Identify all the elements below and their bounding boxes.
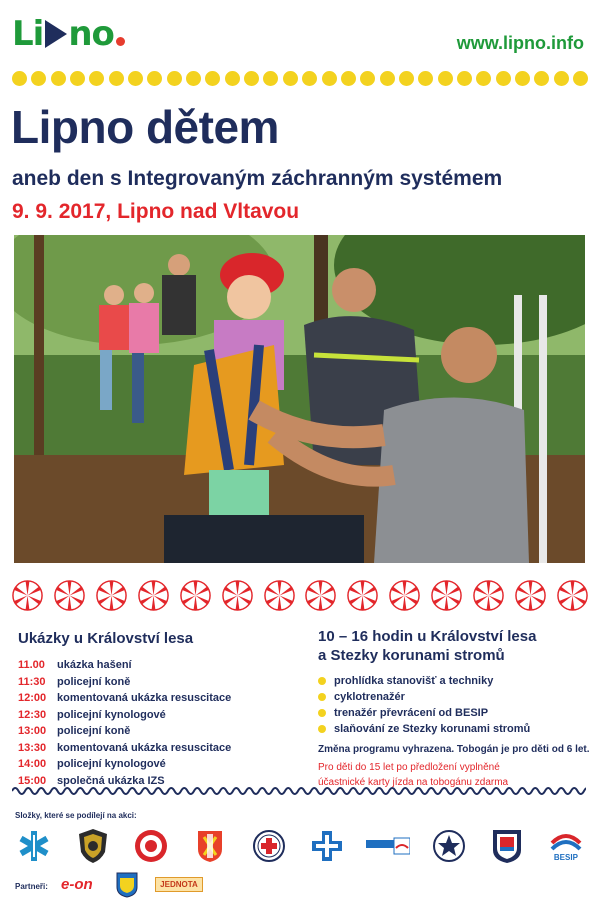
schedule-time: 14:00 bbox=[18, 758, 47, 770]
fan-ornament-icon bbox=[556, 579, 589, 612]
schedule-time: 12:00 bbox=[18, 692, 47, 704]
activities-heading-line2: a Stezky korunami stromů bbox=[318, 647, 505, 664]
jednota-logo: JEDNOTA bbox=[155, 877, 203, 892]
fan-ornament-icon bbox=[388, 579, 421, 612]
eon-logo: e-on bbox=[61, 876, 93, 893]
page-title: Lipno dětem bbox=[11, 101, 279, 153]
schedule-row bbox=[18, 756, 298, 773]
fan-ornament-icon bbox=[304, 579, 337, 612]
schedule-time: 11:30 bbox=[18, 675, 46, 688]
schedule-row bbox=[18, 690, 298, 707]
ambulance-star-of-life-icon bbox=[14, 827, 54, 865]
schedule-row bbox=[18, 707, 298, 724]
schedule-activity: společná ukázka IZS bbox=[57, 774, 165, 787]
units-label: Složky, které se podílejí na akci: bbox=[15, 811, 137, 820]
besip-logo bbox=[546, 827, 586, 865]
demo-schedule bbox=[18, 657, 298, 789]
fan-ornament-icon bbox=[346, 579, 379, 612]
toboggan-note-line1: Pro děti do 15 let po předložení vyplněné bbox=[318, 762, 500, 773]
logo-dot-icon bbox=[116, 37, 125, 46]
schedule-activity: policejní kynologové bbox=[57, 708, 166, 721]
schedule-activity: komentovaná ukázka resuscitace bbox=[57, 741, 232, 754]
schedule-activity: ukázka hašení bbox=[57, 659, 132, 671]
fan-ornament-icon bbox=[263, 579, 296, 612]
schedule-time: 13:30 bbox=[18, 741, 47, 754]
fan-ornament-icon bbox=[514, 579, 547, 612]
activities-heading-line1: 10 – 16 hodin u Království lesa bbox=[318, 628, 537, 645]
toboggan-note-line2: účastnické karty jízda na tobogánu zdarma bbox=[318, 777, 509, 788]
schedule-activity: policejní koně bbox=[57, 725, 131, 737]
fan-ornament-icon bbox=[137, 579, 170, 612]
fan-ornament-icon bbox=[11, 579, 44, 612]
schedule-row bbox=[18, 657, 298, 674]
program-note: Změna programu vyhrazena. Tobogán je pro děti od 6 let. bbox=[318, 744, 590, 755]
fan-ornament-icon bbox=[179, 579, 212, 612]
municipal-crest-icon bbox=[116, 872, 138, 898]
fire-department-shield-icon bbox=[190, 827, 230, 865]
demos-section bbox=[18, 629, 298, 789]
activities-section bbox=[318, 627, 590, 790]
schedule-row bbox=[18, 723, 298, 740]
demos-heading: Ukázky u Království lesa bbox=[18, 630, 194, 647]
red-cross-emblem-icon bbox=[249, 827, 289, 865]
activity-bullet: trenažér převrácení od BESIP bbox=[318, 705, 590, 721]
schedule-time: 15:00 bbox=[18, 774, 47, 787]
mountain-rescue-cross-icon bbox=[307, 827, 347, 865]
fire-brigade-emblem-icon bbox=[131, 827, 171, 865]
fan-ornament-icon bbox=[472, 579, 505, 612]
activity-bullet: slaňování ze Stezky korunami stromů bbox=[318, 721, 590, 737]
yellow-dots-divider bbox=[12, 71, 588, 87]
logo-play-icon bbox=[45, 20, 67, 48]
besip-label: BESIP bbox=[553, 852, 578, 862]
schedule-activity: policejní kynologové bbox=[57, 758, 166, 770]
schedule-time: 13:00 bbox=[18, 725, 47, 737]
lipno-logo[interactable] bbox=[12, 14, 125, 54]
police-shield-icon bbox=[487, 827, 527, 865]
schedule-activity: policejní koně bbox=[57, 675, 131, 688]
logo-text-right: no bbox=[68, 14, 114, 54]
schedule-time: 12:30 bbox=[18, 708, 47, 721]
fan-ornament-icon bbox=[430, 579, 463, 612]
schedule-time: 11.00 bbox=[18, 659, 45, 671]
fan-ornament-icon bbox=[221, 579, 254, 612]
logo-text-left: Li bbox=[12, 14, 44, 54]
schedule-activity: komentovaná ukázka resuscitace bbox=[57, 692, 232, 704]
event-date-place: 9. 9. 2017, Lipno nad Vltavou bbox=[12, 200, 300, 223]
units-logos bbox=[14, 826, 586, 866]
fan-ornament-icon bbox=[53, 579, 86, 612]
event-photo bbox=[14, 235, 585, 563]
schedule-row bbox=[18, 740, 298, 757]
activity-bullet: cyklotrenažér bbox=[318, 689, 590, 705]
page-subtitle: aneb den s Integrovaným záchranným systémem bbox=[12, 167, 503, 190]
partners-label: Partneři: bbox=[15, 882, 48, 891]
website-link[interactable]: www.lipno.info bbox=[456, 33, 584, 53]
schedule-row bbox=[18, 674, 298, 691]
police-star-badge-icon bbox=[429, 827, 469, 865]
activities-list bbox=[318, 673, 590, 737]
wave-divider bbox=[12, 784, 586, 798]
water-rescue-logo-icon bbox=[366, 827, 410, 865]
decorative-fan-row bbox=[11, 579, 589, 613]
fire-rescue-shield-icon bbox=[73, 827, 113, 865]
fan-ornament-icon bbox=[95, 579, 128, 612]
activity-bullet: prohlídka stanovišť a techniky bbox=[318, 673, 590, 689]
